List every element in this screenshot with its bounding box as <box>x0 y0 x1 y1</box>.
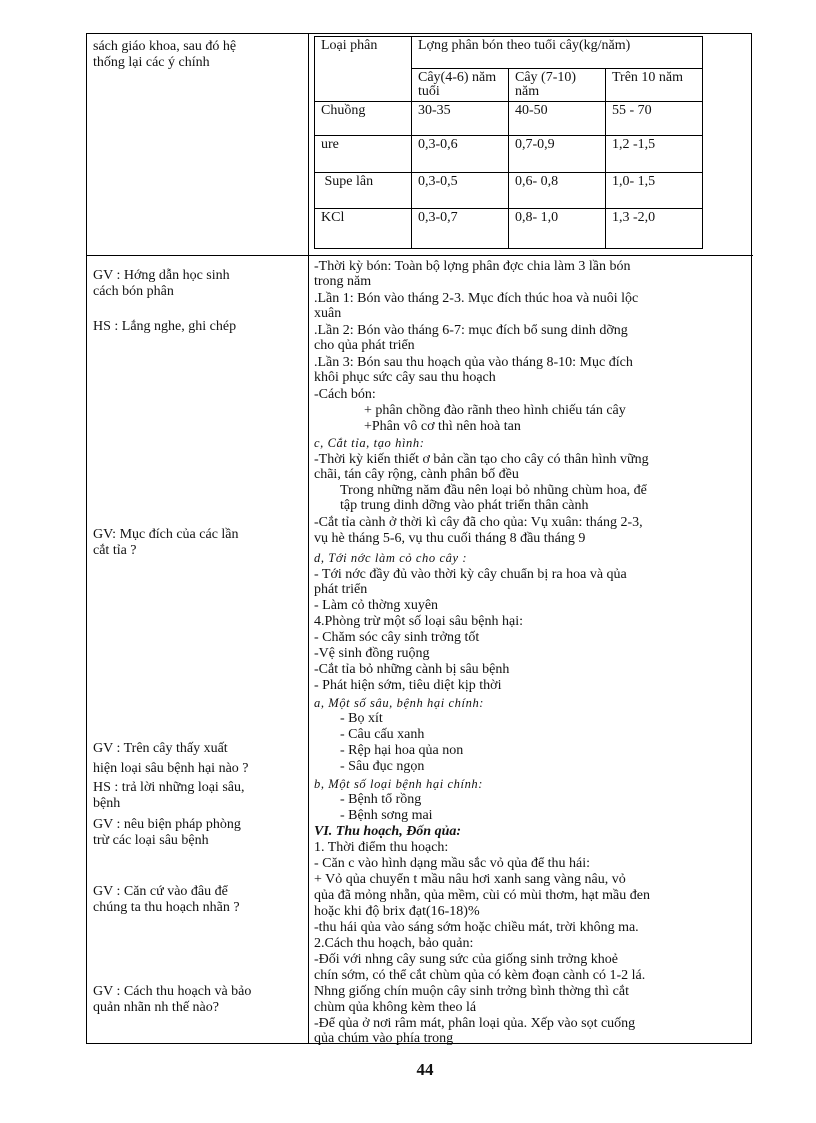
table-cell-name: Supe lân <box>315 173 412 209</box>
round-3-b: khôi phục sức cây sau thu hoạch <box>314 370 496 385</box>
gv-question-6a: GV : Cách thu hoạch và bảo <box>93 984 252 999</box>
gv-question-3b: hiện loại sâu bệnh hại nào ? <box>93 761 249 776</box>
section-c-heading: c, Cắt tỉa, tạo hình: <box>314 436 425 450</box>
method-manure: + phân chồng đào rãnh theo hình chiếu tán cây <box>364 403 626 418</box>
harvest-time-2c: hoặc khi độ brix đạt(16-18)% <box>314 904 480 919</box>
round-1-b: xuân <box>314 306 342 321</box>
table-cell: 1,2 -1,5 <box>606 136 703 173</box>
pest-control-3: -Cắt tỉa bỏ những cành bị sâu bệnh <box>314 662 510 677</box>
pruning-3a: -Cắt tỉa cành ở thời kì cây đã cho qủa: Vụ xuân: tháng 2-3, <box>314 515 643 530</box>
section-a-heading: a, Một số sâu, bệnh hại chính: <box>314 696 485 710</box>
gv-instruction-1b: cách bón phân <box>93 284 174 299</box>
table-header-type: Loại phân <box>315 37 412 102</box>
pest-control-1: - Chăm sóc cây sinh trởng tốt <box>314 630 480 645</box>
fertilizing-period-1: -Thời kỳ bón: Toàn bộ lợng phân đợc chia làm 3 lần bón <box>314 259 631 274</box>
gv-question-4b: trừ các loại sâu bệnh <box>93 833 209 848</box>
pest-item: - Bọ xít <box>340 711 383 726</box>
gv-question-2a: GV: Mục đích của các lần <box>93 527 239 542</box>
watering-a: - Tới nớc đầy đủ vào thời kỳ cây chuẩn bị ra hoa và qủa <box>314 567 627 582</box>
harvest-method-heading: 2.Cách thu hoạch, bảo quản: <box>314 936 474 951</box>
table-row <box>315 136 703 173</box>
pest-control-2: -Vệ sinh đồng ruộng <box>314 646 430 661</box>
table-row <box>315 102 703 136</box>
table-cell: 55 - 70 <box>606 102 703 136</box>
pruning-3b: vụ hè tháng 5-6, vụ thu cuối tháng 8 đầu tháng 9 <box>314 531 586 546</box>
disease-item: - Bệnh tổ rồng <box>340 792 422 807</box>
pruning-1a: -Thời kỳ kiến thiết ơ bản cần tạo cho cây có thân hình vững <box>314 452 649 467</box>
round-2-b: cho qủa phát triển <box>314 338 415 353</box>
table-cell-name: ure <box>315 136 412 173</box>
fertilizing-period-2: trong năm <box>314 274 372 289</box>
harvest-method-3b: qủa chúm vào phía trong <box>314 1031 454 1046</box>
harvest-method-1b: chín sớm, có thể cắt chùm qủa có kèm đoạn cành có 1-2 lá. <box>314 968 646 983</box>
hs-response-2a: HS : trả lời những loại sâu, <box>93 780 245 795</box>
hs-response-1: HS : Lắng nghe, ghi chép <box>93 319 237 334</box>
table-cell: 30-35 <box>412 102 509 136</box>
table-cell: 0,3-0,6 <box>412 136 509 173</box>
pruning-1b: chãi, tán cây rộng, cành phân bố đều <box>314 467 519 482</box>
gv-instruction-1a: GV : Hớng dẫn học sinh <box>93 268 230 283</box>
table-cell: 0,3-0,5 <box>412 173 509 209</box>
harvest-method-2b: chùm qủa không kèm theo lá <box>314 1000 477 1015</box>
table-cell: 40-50 <box>509 102 606 136</box>
table-subheader-1: Cây(4-6) năm tuổi <box>412 69 509 102</box>
row-divider <box>86 255 753 256</box>
left-intro-line-1: sách giáo khoa, sau đó hệ <box>93 39 237 54</box>
harvest-method-3a: -Để qủa ở nơi râm mát, phân loại qủa. Xếp vào sọt cuống <box>314 1016 636 1031</box>
table-cell: 0,3-0,7 <box>412 209 509 249</box>
table-subheader-2: Cây (7-10) năm <box>509 69 606 102</box>
table-cell-name: KCl <box>315 209 412 249</box>
gv-question-6b: quản nhãn nh thế nào? <box>93 1000 219 1015</box>
pest-item: - Sâu đục ngọn <box>340 759 425 774</box>
table-row <box>315 209 703 249</box>
gv-question-5a: GV : Căn cứ vào đâu để <box>93 884 228 899</box>
method-heading: -Cách bón: <box>314 387 376 402</box>
pruning-2a: Trong những năm đầu nên loại bỏ nhũng chùm hoa, để <box>340 483 647 498</box>
round-2-a: .Lần 2: Bón vào tháng 6-7: mục đích bổ sung dinh dỡng <box>314 323 628 338</box>
left-intro-line-2: thống lại các ý chính <box>93 55 210 70</box>
method-inorganic: +Phân vô cơ thì nên hoà tan <box>364 419 521 434</box>
watering-b: phát triển <box>314 582 368 597</box>
round-1-a: .Lần 1: Bón vào tháng 2-3. Mục đích thúc hoa và nuôi lộc <box>314 291 639 306</box>
harvest-time-2a: + Vỏ qủa chuyển t mầu nâu hơi xanh sang vàng nâu, vỏ <box>314 872 626 887</box>
harvest-time-1: - Căn c vào hình dạng mầu sắc vỏ qủa để thu hái: <box>314 856 591 871</box>
disease-item: - Bệnh sơng mai <box>340 808 433 823</box>
table-cell: 0,6- 0,8 <box>509 173 606 209</box>
pest-control-heading: 4.Phòng trừ một số loại sâu bệnh hại: <box>314 614 524 629</box>
section-b-heading: b, Một số loại bệnh hại chính: <box>314 777 484 791</box>
column-divider <box>308 33 309 1044</box>
gv-question-4a: GV : nêu biện pháp phòng <box>93 817 241 832</box>
gv-question-2b: cắt tỉa ? <box>93 543 137 558</box>
gv-question-5b: chúng ta thu hoạch nhãn ? <box>93 900 240 915</box>
round-3-a: .Lần 3: Bón sau thu hoạch qủa vào tháng 8-10: Mục đích <box>314 355 633 370</box>
pest-control-4: - Phát hiện sớm, tiêu diệt kịp thời <box>314 678 502 693</box>
table-cell: 0,7-0,9 <box>509 136 606 173</box>
weeding: - Làm cỏ thờng xuyên <box>314 598 439 613</box>
hs-response-2b: bệnh <box>93 796 121 811</box>
harvest-time-2b: qủa đã mỏng nhẵn, qủa mềm, cùi có mùi thơm, hạt mầu đen <box>314 888 650 903</box>
harvest-time-heading: 1. Thời điểm thu hoạch: <box>314 840 449 855</box>
table-cell-name: Chuồng <box>315 102 412 136</box>
harvest-method-1a: -Đối với nhng cây sung sức của giống sinh trởng khoẻ <box>314 952 618 967</box>
table-cell: 1,3 -2,0 <box>606 209 703 249</box>
table-header-group: Lợng phân bón theo tuổi cây(kg/năm) <box>412 37 703 69</box>
gv-question-3a: GV : Trên cây thấy xuất <box>93 741 228 756</box>
section-vi-heading: VI. Thu hoạch, Đốn qủa: <box>314 824 462 839</box>
pruning-2b: tập trung dinh dỡng vào phát triển thân cành <box>340 498 589 513</box>
fertilizer-table <box>314 36 703 249</box>
pest-item: - Rệp hại hoa qủa non <box>340 743 464 758</box>
table-cell: 0,8- 1,0 <box>509 209 606 249</box>
section-d-heading: d, Tới nớc làm cỏ cho cây : <box>314 551 468 565</box>
table-subheader-3: Trên 10 năm <box>606 69 703 102</box>
pest-item: - Câu cấu xanh <box>340 727 425 742</box>
table-row <box>315 173 703 209</box>
page-number: 44 <box>416 1060 434 1079</box>
harvest-time-3: -thu hái qủa vào sáng sớm hoặc chiều mát, trời không ma. <box>314 920 639 935</box>
table-cell: 1,0- 1,5 <box>606 173 703 209</box>
harvest-method-2a: Nhng giống chín muộn cây sinh trởng bình thờng thì cắt <box>314 984 629 999</box>
